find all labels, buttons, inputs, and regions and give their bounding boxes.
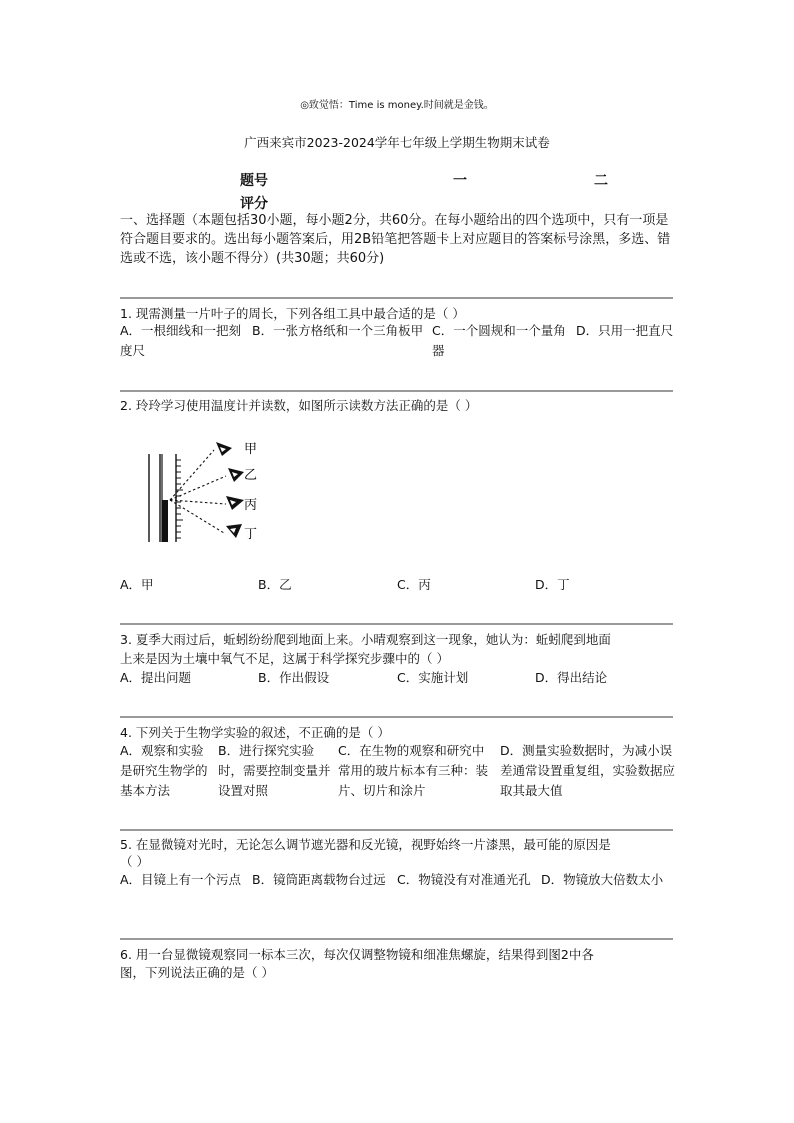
question-3-stem-line-1: 3. 夏季大雨过后，蚯蚓纷纷爬到地面上来。小晴观察到这一现象，她认为：蚯蚓爬到地面 xyxy=(120,632,611,647)
thermometer-figure xyxy=(140,434,270,554)
eye-icon xyxy=(226,496,244,510)
question-1-option-c: C．一个圆规和一个量角器 xyxy=(432,323,566,358)
question-5-option-d: D．物镜放大倍数太小 xyxy=(541,872,664,887)
question-3-option-b: B．作出假设 xyxy=(258,670,330,685)
exam-title: 广西来宾市2023-2024学年七年级上学期生物期末试卷 xyxy=(244,135,550,150)
eye-icon xyxy=(226,524,242,538)
question-2-option-b: B．乙 xyxy=(258,577,292,592)
question-1-option-a: A．一根细线和一把刻度尺 xyxy=(120,323,242,358)
question-3-option-c: C．实施计划 xyxy=(397,670,469,685)
question-5-option-b: B．镜筒距离载物台过远 xyxy=(252,872,386,887)
question-5-option-a: A．目镜上有一个污点 xyxy=(120,872,242,887)
score-table-label-score: 评分 xyxy=(240,196,268,212)
score-table-col-2: 二 xyxy=(594,173,608,189)
figure-label-ding: 丁 xyxy=(244,527,258,542)
question-5-option-c: C．物镜没有对准通光孔 xyxy=(397,872,531,887)
figure-label-jia: 甲 xyxy=(244,442,258,457)
question-2-option-d: D．丁 xyxy=(535,577,570,592)
question-3-option-d: D．得出结论 xyxy=(535,670,608,685)
question-4-stem: 4. 下列关于生物学实验的叙述，不正确的是（ ） xyxy=(120,725,390,740)
question-1-stem: 1. 现需测量一片叶子的周长，下列各组工具中最合适的是（ ） xyxy=(120,306,465,321)
question-5-stem-line-1: 5. 在显微镜对光时，无论怎么调节遮光器和反光镜，视野始终一片漆黑，最可能的原因是 xyxy=(120,837,611,852)
question-divider xyxy=(120,623,673,625)
score-table-col-1: 一 xyxy=(453,173,467,189)
sight-lines xyxy=(170,450,226,533)
question-divider xyxy=(120,390,673,392)
score-table-label-number: 题号 xyxy=(240,173,268,189)
question-5-stem-line-2: （ ） xyxy=(120,854,149,869)
question-6-stem-line-1: 6. 用一台显微镜观察同一标本三次，每次仅调整物镜和细准焦螺旋，结果得到图2中各 xyxy=(120,947,594,962)
question-2-option-a: A．甲 xyxy=(120,577,154,592)
question-2-option-c: C．丙 xyxy=(397,577,431,592)
question-3-stem-line-2: 上来是因为土壤中氧气不足，这属于科学探究步骤中的（ ） xyxy=(120,651,449,666)
figure-label-bing: 丙 xyxy=(244,498,258,513)
eye-icons xyxy=(216,442,244,538)
question-1-option-d: D．只用一把直尺 xyxy=(576,323,674,338)
section-1-instructions: 一、选择题（本题包括30小题，每小题2分，共60分。在每小题给出的四个选项中，只有一项是符合题目要求的。选出每小题答案后，用2B铅笔把答题卡上对应题目的答案标号涂黑，多选、错选或不选，该小题不得分）(共30题；共60分) xyxy=(120,213,671,266)
question-4-option-a: A．观察和实验是研究生物学的基本方法 xyxy=(120,743,208,798)
question-divider xyxy=(120,716,673,718)
motto: ◎致觉悟：Time is money.时间就是金钱。 xyxy=(300,100,494,111)
question-divider xyxy=(120,297,673,299)
question-divider xyxy=(120,938,673,940)
question-2-stem: 2. 玲玲学习使用温度计并读数，如图所示读数方法正确的是（ ） xyxy=(120,398,478,413)
thermometer xyxy=(149,454,183,542)
question-6-stem-line-2: 图，下列说法正确的是（ ） xyxy=(120,965,274,980)
question-1-option-b: B．一张方格纸和一个三角板甲 xyxy=(252,323,424,338)
question-4-option-b: B．进行探究实验时，需要控制变量并设置对照 xyxy=(218,743,331,798)
question-4-option-d: D．测量实验数据时，为减小误差通常设置重复组，实验数据应取其最大值 xyxy=(500,743,676,798)
question-3-option-a: A．提出问题 xyxy=(120,670,192,685)
question-divider xyxy=(120,829,673,831)
figure-label-yi: 乙 xyxy=(244,468,258,483)
question-4-option-c: C．在生物的观察和研究中常用的玻片标本有三种：装片、切片和涂片 xyxy=(338,743,489,798)
eye-icon xyxy=(216,442,232,456)
eye-icon xyxy=(228,468,244,482)
